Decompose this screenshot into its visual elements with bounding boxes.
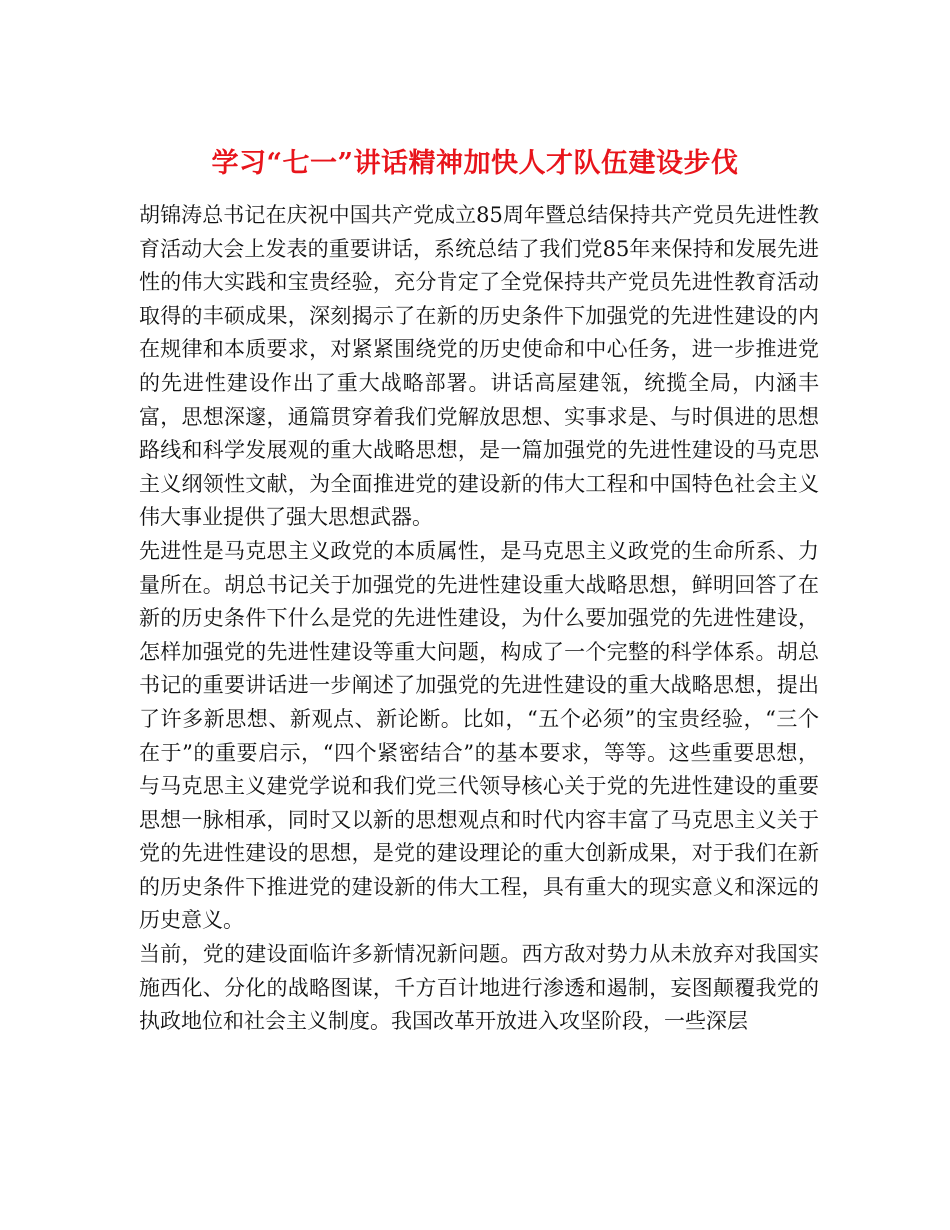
document-title: 学习“七一”讲话精神加快人才队伍建设步伐 <box>211 148 739 180</box>
paragraph-1: 胡锦涛总书记在庆祝中国共产党成立85周年暨总结保持共产党员先进性教育活动大会上发表的重要讲话，系统总结了我们党85年来保持和发展先进性的伟大实践和宝贵经验，充分肯定了全党保持共产党员先进性教育活动取得的丰硕成果，深刻揭示了在新的历史条件下加强党的先进性建设的内在规律和本质要求，对紧紧围绕党的历史使命和中心任务，进一步推进党的先进性建设作出了重大战略部署。讲话高屋建瓴，统揽全局，内涵丰富，思想深邃，通篇贯穿着我们党解放思想、实事求是、与时俱进的思想路线和科学发展观的重大战略思想，是一篇加强党的先进性建设的马克思主义纲领性文献，为全面推进党的建设新的伟大工程和中国特色社会主义伟大事业提供了强大思想武器。 <box>139 203 819 530</box>
document-body <box>139 199 819 1039</box>
paragraph-2: 先进性是马克思主义政党的本质属性，是马克思主义政党的生命所系、力量所在。胡总书记关于加强党的先进性建设重大战略思想，鲜明回答了在新的历史条件下什么是党的先进性建设，为什么要加强党的先进性建设，怎样加强党的先进性建设等重大问题，构成了一个完整的科学体系。胡总书记的重要讲话进一步阐述了加强党的先进性建设的重大战略思想，提出了许多新思想、新观点、新论断。比如，“五个必须”的宝贵经验，“三个在于”的重要启示，“四个紧密结合”的基本要求，等等。这些重要思想，与马克思主义建党学说和我们党三代领导核心关于党的先进性建设的重要思想一脉相承，同时又以新的思想观点和时代内容丰富了马克思主义关于党的先进性建设的思想，是党的建设理论的重大创新成果，对于我们在新的历史条件下推进党的建设新的伟大工程，具有重大的现实意义和深远的历史意义。 <box>139 538 819 933</box>
paragraph-3: 当前，党的建设面临许多新情况新问题。西方敌对势力从未放弃对我国实施西化、分化的战略图谋，千方百计地进行渗透和遏制，妄图颠覆我党的执政地位和社会主义制度。我国改革开放进入攻坚阶段，一些深层 <box>139 942 819 1034</box>
